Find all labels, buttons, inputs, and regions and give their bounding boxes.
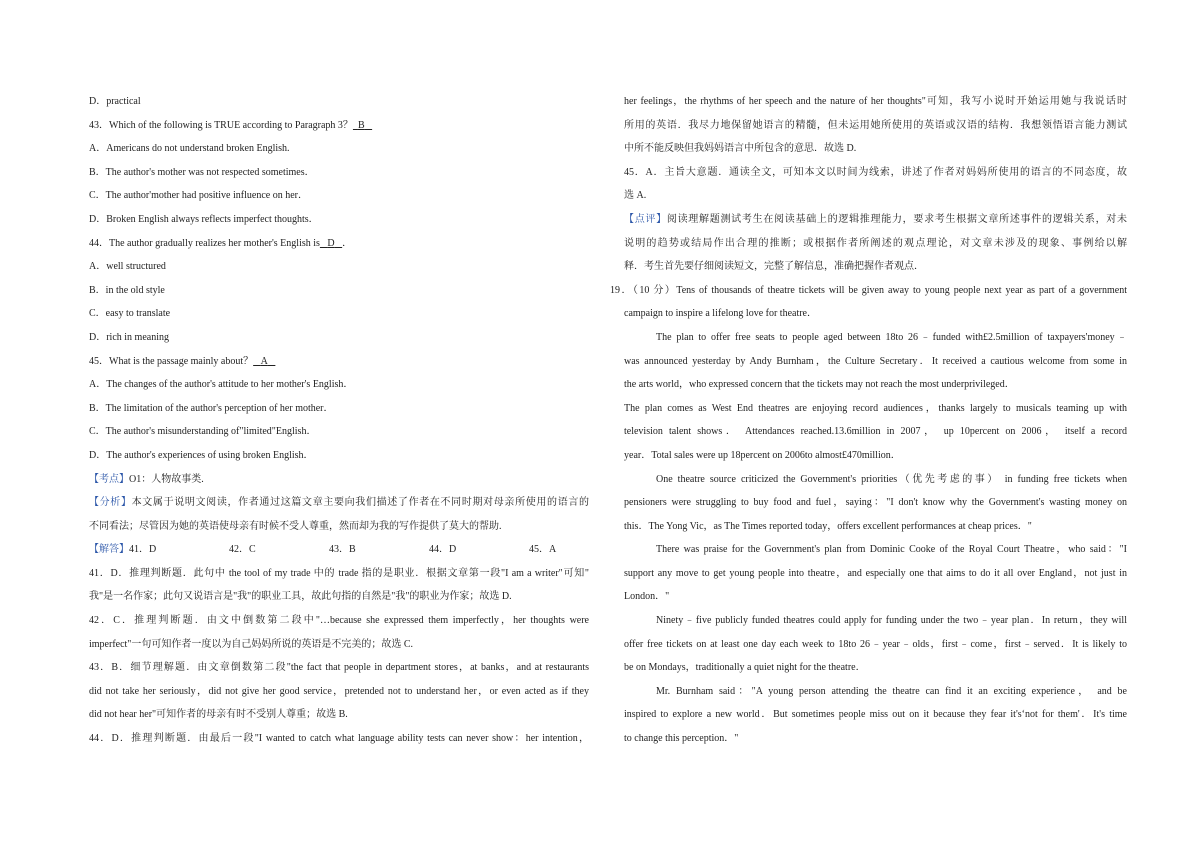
question-stem: 44．The author gradually realizes her mother's English is bbox=[89, 237, 320, 249]
text-line: to change this perception．" bbox=[624, 733, 739, 745]
text-line: 我"是一名作家；此句又说语言是"我"的职业工具，故此句指的自然是"我"的职业为作家；故选 D. bbox=[89, 591, 512, 603]
text-line: 不同看法；尽管因为她的英语使母亲有时候不受人尊重，然而却为我的写作提供了莫大的帮助. bbox=[89, 520, 502, 532]
option-line: C．The author'mother had positive influence on her． bbox=[89, 190, 308, 202]
right-column bbox=[610, 90, 1128, 751]
text-line: Mr. Burnham said："A young person attending the theatre can find it an exciting experience， and be bbox=[656, 685, 1127, 697]
question-stem: 45．What is the passage mainly about？ bbox=[89, 355, 254, 367]
text-line: 41．D．推理判断题．此句中 the tool of my trade 中的 trade 指的是职业．根据文章第一段"I am a writer"可知" bbox=[89, 567, 589, 579]
text-line: Ninety﹣five publicly funded theatres could apply for funding under the two﹣year plan．In return，they will bbox=[656, 615, 1127, 627]
question-stem: 43．Which of the following is TRUE according to Paragraph 3？ bbox=[89, 119, 353, 131]
text-line: 中所不能反映但我妈妈语言中所包含的意思．故选 D. bbox=[624, 143, 857, 155]
text-line: did not take her seriously，did not give her good service，pretended not to understand her，or even acted as if they bbox=[89, 685, 589, 697]
text-line: 44．D．推理判断题．由最后一段"I wanted to catch what language ability tests can never show：her intention， bbox=[89, 733, 589, 745]
text-line: this．The Yong Vic，as The Times reported today，offers excellent performances at cheap prices．" bbox=[624, 520, 1032, 532]
text-line: 所用的英语．我尽力地保留她语言的精髓，但未运用她所使用的英语或汉语的结构．我想领悟语言能力测试 bbox=[624, 119, 1127, 131]
text-line: 42．C．推理判断题．由文中倒数第二段中"…because she expressed them imperfectly，her thoughts were bbox=[89, 615, 589, 627]
text-line: 45．A．主旨大意题．通读全文，可知本文以时间为线索，讲述了作者对妈妈所使用的语言的不同态度，故 bbox=[624, 166, 1127, 178]
fenxi-line: 【分析】本文属于说明文阅读，作者通过这篇文章主要向我们描述了作者在不同时期对母亲所使用的语言的 bbox=[89, 497, 590, 509]
text-line: 选 A. bbox=[624, 190, 647, 202]
question-19-line: 19．（10 分）Tens of thousands of theatre tickets will be given away to young people next year as part of a government bbox=[610, 284, 1127, 296]
text-line: 说明的趋势或结局作出合理的推断；或根据作者所阐述的观点理论，对文章未涉及的现象、事例给以解 bbox=[624, 237, 1127, 249]
option-line: D．Broken English always reflects imperfect thoughts． bbox=[89, 213, 319, 225]
text-line: The plan to offer free seats to people aged between 18to 26﹣funded with£2.5million of taxpayers'money﹣ bbox=[656, 331, 1127, 343]
question-43 bbox=[89, 114, 589, 138]
dianping-line: 【点评】阅读理解题测试考生在阅读基础上的逻辑推理能力，要求考生根据文章所述事件的逻辑关系，对未 bbox=[624, 213, 1128, 225]
dianping-tag: 【点评】 bbox=[624, 213, 667, 225]
text-line: 43．B．细节理解题．由文章倒数第二段"the fact that people in department stores，at banks，and at restaurants bbox=[89, 662, 589, 674]
option-line: B．The author's mother was not respected sometimes． bbox=[89, 166, 315, 178]
jieda-tag: 【解答】 bbox=[89, 544, 129, 556]
answer-blank: B bbox=[357, 119, 365, 131]
answer-blank: D bbox=[327, 237, 335, 249]
answer-summary: 【解答】41．D 42．C 43．B 44．D 45．A bbox=[89, 538, 589, 562]
text-line: London．" bbox=[624, 591, 670, 603]
answer-blank: A bbox=[260, 355, 268, 367]
text-line: One theatre source criticized the Government's priorities（优先考虑的事） in funding free tickets when bbox=[656, 473, 1127, 485]
fenxi-tag: 【分析】 bbox=[89, 497, 132, 509]
text-line: offer free tickets on at least one day each week to 18to 26﹣year﹣olds，first﹣come，first﹣served．It is likely to bbox=[624, 638, 1127, 650]
text-line: 释．考生首先要仔细阅读短文，完整了解信息，准确把握作者观点． bbox=[624, 261, 924, 273]
option-line: D．rich in meaning bbox=[89, 331, 169, 343]
text-line: the arts world，who expressed concern that the tickets may not reach the most underprivileged． bbox=[624, 379, 1015, 391]
text-line: her feelings，the rhythms of her speech and the nature of her thoughts"可知，我写小说时开始运用她与我说话时 bbox=[624, 96, 1127, 107]
text-line: did not hear her"可知作者的母亲有时不受别人尊重；故选 B. bbox=[89, 709, 348, 721]
text-line: be on Mondays，traditionally a quiet night for the theatre． bbox=[624, 662, 866, 674]
option-line: D．practical bbox=[89, 96, 141, 107]
text-line: inspired to explore a new world．But sometimes people miss out on it because they fear it's‘not for them'．It's time bbox=[624, 709, 1127, 721]
text-line: year．Total sales were up 18percent on 2006to almost£470million． bbox=[624, 449, 901, 461]
text-line: pensioners were struggling to buy food and fuel，saying："I don't know why the Government's wasting money on bbox=[624, 497, 1127, 509]
option-line: A．The changes of the author's attitude to her mother's English． bbox=[89, 379, 354, 391]
kaodian-line: 【考点】O1：人物故事类. bbox=[89, 473, 204, 485]
kaodian-tag: 【考点】 bbox=[89, 473, 129, 485]
option-line: A．well structured bbox=[89, 261, 166, 273]
text-line: imperfect"一句可知作者一度以为自己妈妈所说的英语是不完美的；故选 C. bbox=[89, 638, 414, 650]
option-line: C．The author's misunderstanding of"limited"English． bbox=[89, 426, 317, 438]
question-45 bbox=[89, 350, 589, 374]
text-line: campaign to inspire a lifelong love for theatre． bbox=[624, 308, 817, 320]
option-line: B．in the old style bbox=[89, 284, 165, 296]
text-line: The plan comes as West End theatres are enjoying record audiences，thanks largely to musicals teaming up with bbox=[624, 402, 1127, 414]
option-line: A．Americans do not understand broken English. bbox=[89, 143, 290, 155]
text-line: support any move to get young people into theatre，and especially one that aims to do it all over England，not just in bbox=[624, 567, 1127, 579]
option-line: B．The limitation of the author's perception of her mother． bbox=[89, 402, 334, 414]
option-line: D．The author's experiences of using broken English． bbox=[89, 449, 314, 461]
option-line: C．easy to translate bbox=[89, 308, 171, 320]
text-line: television talent shows． Attendances reached.13.6million in 2007， up 10percent on 2006， itself a record bbox=[624, 426, 1127, 438]
left-column bbox=[89, 90, 589, 751]
text-line: There was praise for the Government's plan from Dominic Cooke of the Royal Court Theatre，who said："I bbox=[656, 544, 1127, 556]
text-line: was announced yesterday by Andy Burnham，the Culture Secretary．It received a cautious welcome from some in bbox=[624, 355, 1127, 367]
question-44: 44．The author gradually realizes her mother's English is D ． bbox=[89, 237, 353, 249]
